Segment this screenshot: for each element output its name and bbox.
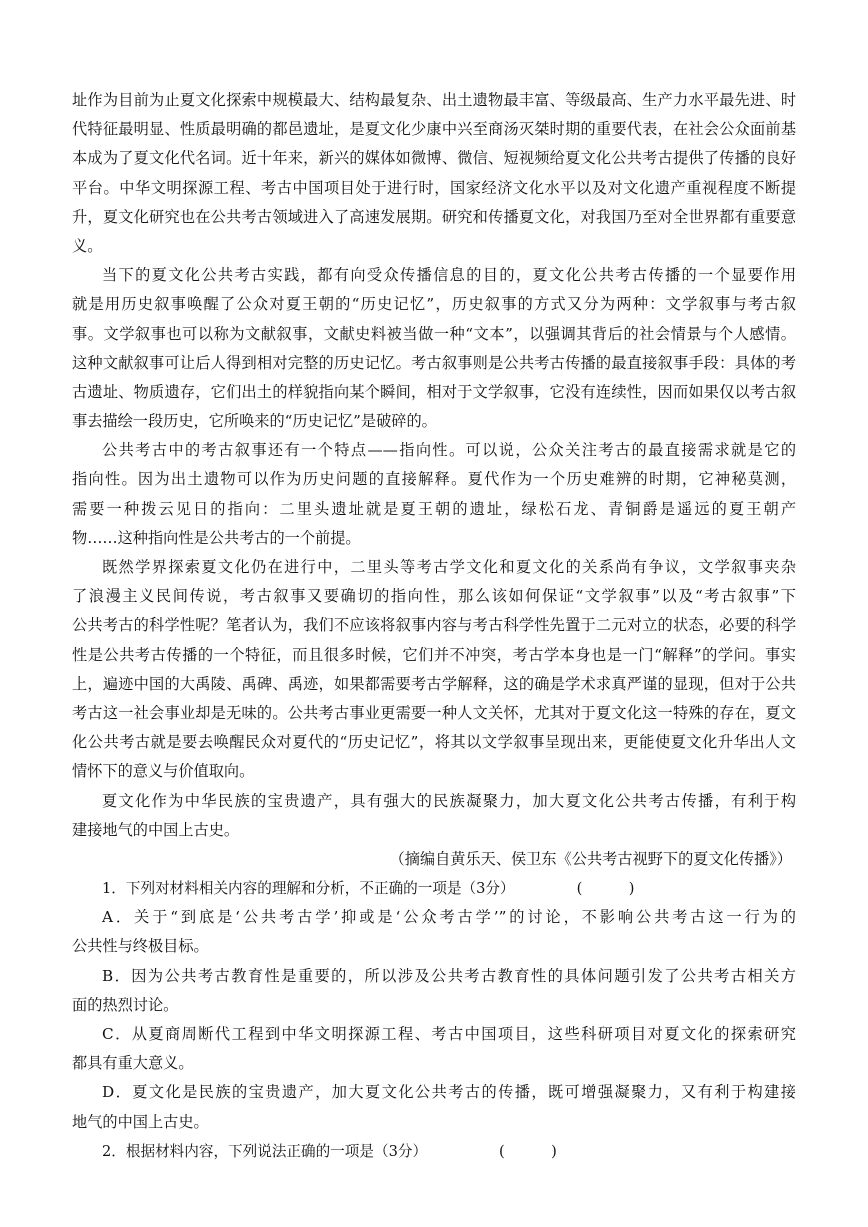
text-line: 化公共考古就是要去唤醒民众对夏代的“历史记忆”，将其以文学叙事呈现出来，更能使夏文化升华出人文: [72, 733, 796, 752]
option-line: D．夏文化是民族的宝贵遗产，加大夏文化公共考古的传播，既可增强凝聚力，又有利于构建接: [102, 1083, 796, 1102]
text-line: 需要一种拨云见日的指向：二里头遗址就是夏王朝的遗址，绿松石龙、青铜爵是遥远的夏王朝产: [72, 499, 796, 518]
text-line: 了浪漫主义民间传说，考古叙事又要确切的指向性，那么该如何保证“文学叙事”以及“考古叙事”下: [72, 587, 796, 606]
text-line: 情怀下的意义与价值取向。: [72, 762, 255, 781]
question-stem: 1．下列对材料相关内容的理解和分析，不正确的一项是（3分）: [102, 880, 515, 898]
text-line: 就是用历史叙事唤醒了公众对夏王朝的“历史记忆”，历史叙事的方式又分为两种：文学叙事与考古叙: [72, 295, 796, 314]
source-citation: （摘编自黄乐天、侯卫东《公共考古视野下的夏文化传播》）: [389, 849, 792, 868]
text-line: 公共考古的科学性呢？笔者认为，我们不应该将叙事内容与考古科学性先置于二元对立的状态，必要的科学: [72, 616, 796, 635]
paragraph: [72, 86, 796, 261]
text-line: 事。文学叙事也可以称为文献叙事，文献史料被当做一种“文本”，以强调其背后的社会情景与个人感情。: [72, 324, 796, 343]
text-line: 物……这种指向性是公共考古的一个前提。: [72, 528, 361, 547]
question: [72, 1137, 796, 1166]
text-line: 夏文化作为中华民族的宝贵遗产，具有强大的民族凝聚力，加大夏文化公共考古传播，有利于构: [102, 791, 796, 810]
text-line: 代特征最明显、性质最明确的都邑遗址，是夏文化少康中兴至商汤灭桀时期的重要代表，在社会公众面前基: [72, 120, 796, 139]
text-line: 本成为了夏文化代名词。近十年来，新兴的媒体如微博、微信、短视频给夏文化公共考古提供了传播的良好: [72, 149, 796, 168]
text-line: 址作为目前为止夏文化探索中规模最大、结构最复杂、出土遗物最丰富、等级最高、生产力水平最先进、时: [72, 91, 796, 109]
option-line: A．关于“到底是‘公共考古学’抑或是‘公众考古学’”的讨论，不影响公共考古这一行为的: [102, 908, 796, 927]
text-line: 当下的夏文化公共考古实践，都有向受众传播信息的目的，夏文化公共考古传播的一个显要作用: [102, 266, 796, 285]
paragraph: [72, 261, 796, 436]
option-d[interactable]: [72, 1078, 796, 1136]
text-line: 古遗址、物质遗存，它们出土的样貌指向某个瞬间，相对于文学叙事，它没有连续性，因而如果仅以考古叙: [72, 382, 796, 401]
option-line: 面的热烈讨论。: [72, 995, 179, 1014]
paragraph: [72, 553, 796, 787]
text-line: 平台。中华文明探源工程、考古中国项目处于进行时，国家经济文化水平以及对文化遗产重视程度不断提: [72, 178, 796, 197]
option-c[interactable]: [72, 1020, 796, 1078]
text-line: 考古这一社会事业却是无味的。公共考古事业更需要一种人文关怀，尤其对于夏文化这一特殊的存在，夏文: [72, 703, 796, 722]
text-line: 公共考古中的考古叙事还有一个特点——指向性。可以说，公众关注考古的最直接需求就是它的: [102, 441, 796, 460]
option-line: 地气的中国上古史。: [72, 1112, 209, 1131]
question-stem-line: [72, 1137, 796, 1166]
text-line: 事去描绘一段历史，它所唤来的“历史记忆”是破碎的。: [72, 412, 437, 431]
text-line: 这种文献叙事可让后人得到相对完整的历史记忆。考古叙事则是公共考古传播的最直接叙事手段：具体的考: [72, 353, 796, 372]
question-stem: 2．根据材料内容，下列说法正确的一项是（3分）: [102, 1142, 428, 1160]
option-a[interactable]: [72, 903, 796, 961]
option-line: 都具有重大意义。: [72, 1054, 194, 1073]
question: [72, 874, 796, 1137]
text-line: 指向性。因为出土遗物可以作为历史问题的直接解释。夏代作为一个历史难辨的时期，它神秘莫测，: [72, 470, 796, 489]
text-line: 建接地气的中国上古史。: [72, 820, 240, 839]
document-page: [72, 86, 796, 1166]
paragraph: [72, 436, 796, 553]
option-line: 公共性与终极目标。: [72, 937, 209, 956]
text-line: 升，夏文化研究也在公共考古领域进入了高速发展期。研究和传播夏文化，对我国乃至对全世界都有重要意: [72, 207, 796, 226]
paragraph: [72, 787, 796, 845]
answer-blank[interactable]: ( ): [576, 880, 635, 898]
option-b[interactable]: [72, 962, 796, 1020]
answer-blank[interactable]: ( ): [499, 1142, 557, 1160]
option-line: B．因为公共考古教育性是重要的，所以涉及公共考古教育性的具体问题引发了公共考古相关方: [102, 966, 796, 985]
question-stem-line: [72, 874, 796, 903]
text-line: 义。: [72, 236, 103, 255]
text-line: 上，遍迹中国的大禹陵、禹碑、禹迹，如果都需要考古学解释，这的确是学术求真严谨的显现，但对于公共: [72, 674, 796, 693]
text-line: 既然学界探索夏文化仍在进行中，二里头等考古学文化和夏文化的关系尚有争议，文学叙事夹杂: [102, 558, 796, 576]
text-line: 性是公共考古传播的一个特征，而且很多时候，它们并不冲突，考古学本身也是一门“解释”的学问。事实: [72, 645, 796, 664]
option-line: C．从夏商周断代工程到中华文明探源工程、考古中国项目，这些科研项目对夏文化的探索研究: [102, 1025, 796, 1043]
